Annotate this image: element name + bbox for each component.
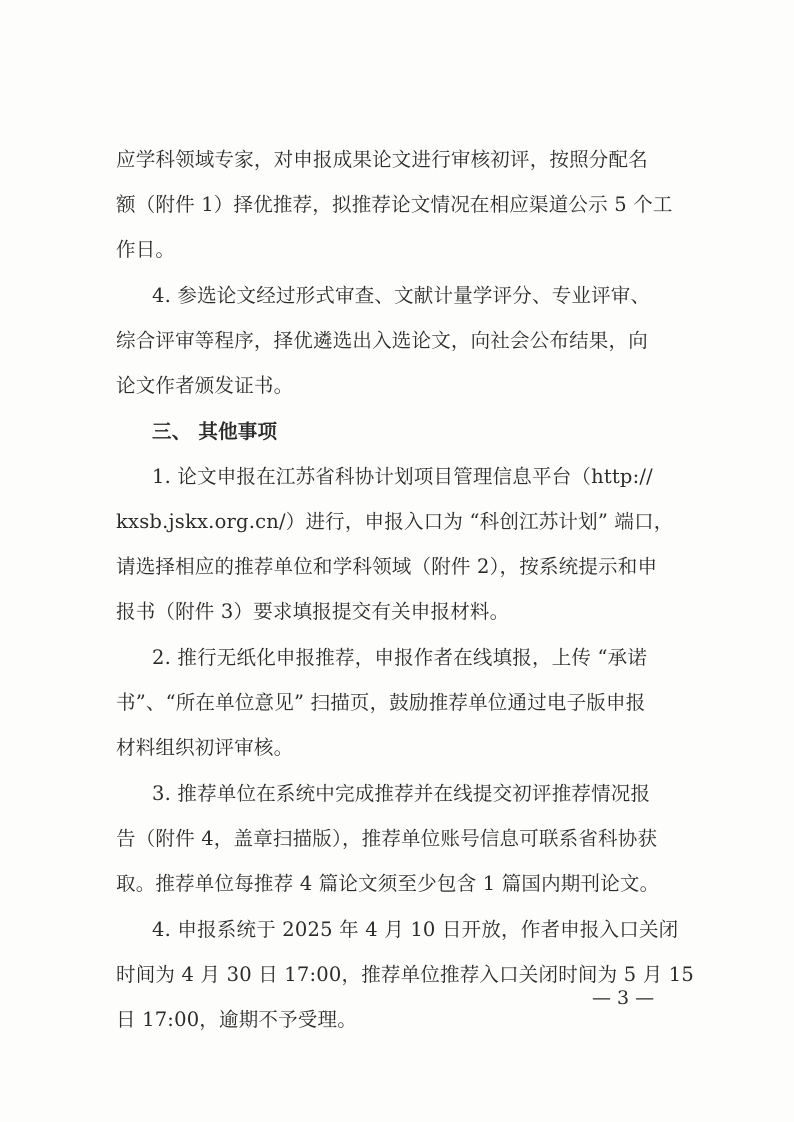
- paragraph-line: 论文作者颁发证书。: [116, 374, 294, 397]
- paragraph-line: 报书（附件 3）要求填报提交有关申报材料。: [116, 600, 510, 623]
- paragraph-line: 告（附件 4，盖章扫描版），推荐单位账号信息可联系省科协获: [116, 827, 658, 850]
- paragraph-line: 3. 推荐单位在系统中完成推荐并在线提交初评推荐情况报: [152, 782, 651, 805]
- paragraph-line: 2. 推行无纸化申报推荐，申报作者在线填报，上传 “承诺: [152, 646, 648, 669]
- paragraph-line: 请选择相应的推荐单位和学科领域（附件 2），按系统提示和申: [116, 555, 658, 578]
- paragraph-line: 书”、“所在单位意见” 扫描页，鼓励推荐单位通过电子版申报: [116, 691, 646, 714]
- paragraph-line: 4. 申报系统于 2025 年 4 月 10 日开放，作者申报入口关闭: [152, 918, 679, 941]
- paragraph-line: 1. 论文申报在江苏省科协计划项目管理信息平台（http://: [152, 465, 653, 488]
- paragraph-line: 作日。: [116, 238, 176, 261]
- paragraph-line: 额（附件 1）择优推荐，拟推荐论文情况在相应渠道公示 5 个工: [116, 193, 673, 216]
- section-heading: 三、 其他事项: [152, 420, 278, 443]
- paragraph-line: 取。推荐单位每推荐 4 篇论文须至少包含 1 篇国内期刊论文。: [116, 872, 660, 895]
- paragraph-line: 4. 参选论文经过形式审查、文献计量学评分、专业评审、: [152, 284, 651, 307]
- paragraph-line: 日 17:00，逾期不予受理。: [116, 1008, 357, 1031]
- page-number: — 3 —: [592, 987, 655, 1009]
- paragraph-line: 综合评审等程序，择优遴选出入选论文，向社会公布结果，向: [116, 329, 648, 352]
- paragraph-line: 材料组织初评审核。: [116, 736, 294, 759]
- paragraph-line: 应学科领域专家，对申报成果论文进行审核初评，按照分配名: [116, 148, 648, 171]
- paragraph-line: 时间为 4 月 30 日 17:00，推荐单位推荐入口关闭时间为 5 月 15: [116, 963, 695, 986]
- paragraph-line: kxsb.jskx.org.cn/）进行，申报入口为 “科创江苏计划” 端口，: [116, 510, 674, 533]
